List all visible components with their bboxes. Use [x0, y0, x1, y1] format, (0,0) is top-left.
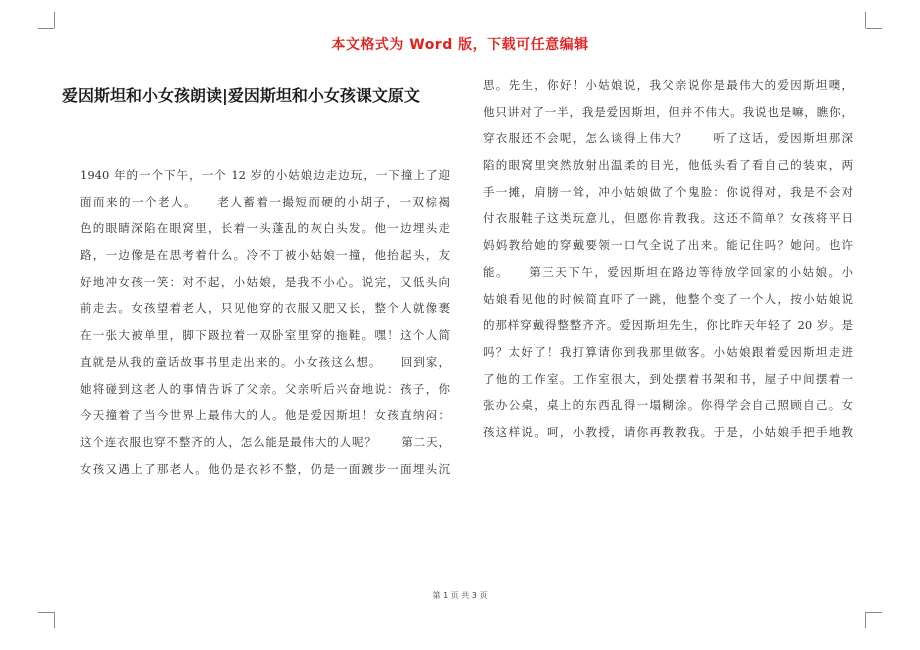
crop-mark-bottom-left-h: [38, 612, 54, 613]
text-line: 付衣服鞋子这类玩意儿，但愿你肯教我。这还不简单？女孩将平日: [483, 211, 853, 226]
text-line: 穿衣服还不会呢，怎么谈得上伟大？ 听了这话，爱因斯坦那深: [483, 131, 853, 146]
crop-mark-top-left-h: [38, 28, 54, 29]
crop-mark-top-right-h: [866, 28, 882, 29]
text-line: 能。 第三天下午，爱因斯坦在路边等待放学回家的小姑娘。小: [483, 264, 853, 279]
text-line: 姑娘看见他的时候简直吓了一跳，他整个变了一个人，按小姑娘说: [483, 291, 853, 306]
format-banner: 本文格式为 Word 版，下载可任意编辑: [331, 37, 589, 53]
text-line: 好地冲女孩一笑：对不起，小姑娘，是我不小心。说完，又低头向: [80, 274, 450, 289]
document-title: 爱因斯坦和小女孩朗读|爱因斯坦和小女孩课文原文: [62, 86, 420, 105]
text-line: 在一张大被单里，脚下趿拉着一双卧室里穿的拖鞋。嘿！这个人简: [80, 328, 450, 343]
crop-mark-top-left-v: [54, 12, 55, 28]
text-line: 孩这样说。呵，小教授，请你再教教我。于是，小姑娘手把手地教: [483, 424, 853, 439]
right-column: [483, 72, 853, 446]
text-line: 思。先生，你好！小姑娘说，我父亲说你是最伟大的爱因斯坦噢，: [483, 78, 853, 92]
text-line: 色的眼睛深陷在眼窝里，长着一头蓬乱的灰白头发。他一边埋头走: [80, 221, 450, 236]
text-line: 面而来的一个老人。 老人蓄着一撮短而硬的小胡子，一双棕褐: [80, 194, 450, 209]
text-line: 陷的眼窝里突然放射出温柔的目光，他低头看了看自己的装束，两: [483, 158, 853, 173]
text-line: 她将碰到这老人的事情告诉了父亲。父亲听后兴奋地说：孩子，你: [80, 381, 450, 396]
page-footer: 第 1 页 共 3 页: [432, 591, 488, 600]
crop-mark-bottom-right-h: [866, 612, 882, 613]
left-column: [80, 162, 450, 482]
crop-mark-bottom-right-v: [865, 612, 866, 628]
text-line: 了他的工作室。工作室很大，到处摆着书架和书，屋子中间摆着一: [483, 371, 853, 386]
text-line: 手一摊，肩膀一耸，冲小姑娘做了个鬼脸：你说得对，我是不会对: [483, 184, 853, 199]
text-line: 他只讲对了一半，我是爱因斯坦，但并不伟大。我说也是嘛，瞧你，: [483, 104, 853, 119]
text-line: 张办公桌，桌上的东西乱得一塌糊涂。你得学会自己照顾自己。女: [483, 398, 853, 413]
crop-mark-top-right-v: [865, 12, 866, 28]
text-line: 前走去。女孩望着老人，只见他穿的衣服又肥又长，整个人就像裹: [80, 301, 450, 316]
text-line: 的那样穿戴得整整齐齐。爱因斯坦先生，你比昨天年轻了 20 岁。是: [483, 318, 853, 333]
text-line: 路，一边像是在思考着什么。冷不丁被小姑娘一撞，他抬起头，友: [80, 248, 450, 263]
text-line: 女孩又遇上了那老人。他仍是衣衫不整，仍是一面踱步一面埋头沉: [80, 461, 450, 476]
text-line: 今天撞着了当今世界上最伟大的人。他是爱因斯坦！女孩直纳闷：: [80, 408, 450, 423]
text-line: 妈妈教给她的穿戴要领一口气全说了出来。能记住吗？她问。也许: [483, 238, 853, 253]
text-line: 这个连衣服也穿不整齐的人，怎么能是最伟大的人呢？ 第二天，: [80, 434, 450, 449]
text-line: 直就是从我的童话故事书里走出来的。小女孩这么想。 回到家，: [80, 354, 450, 369]
crop-mark-bottom-left-v: [54, 612, 55, 628]
text-line: 吗？太好了！我打算请你到我那里做客。小姑娘跟着爱因斯坦走进: [483, 344, 853, 359]
text-line: 1940 年的一个下午，一个 12 岁的小姑娘边走边玩，一下撞上了迎: [80, 168, 450, 182]
